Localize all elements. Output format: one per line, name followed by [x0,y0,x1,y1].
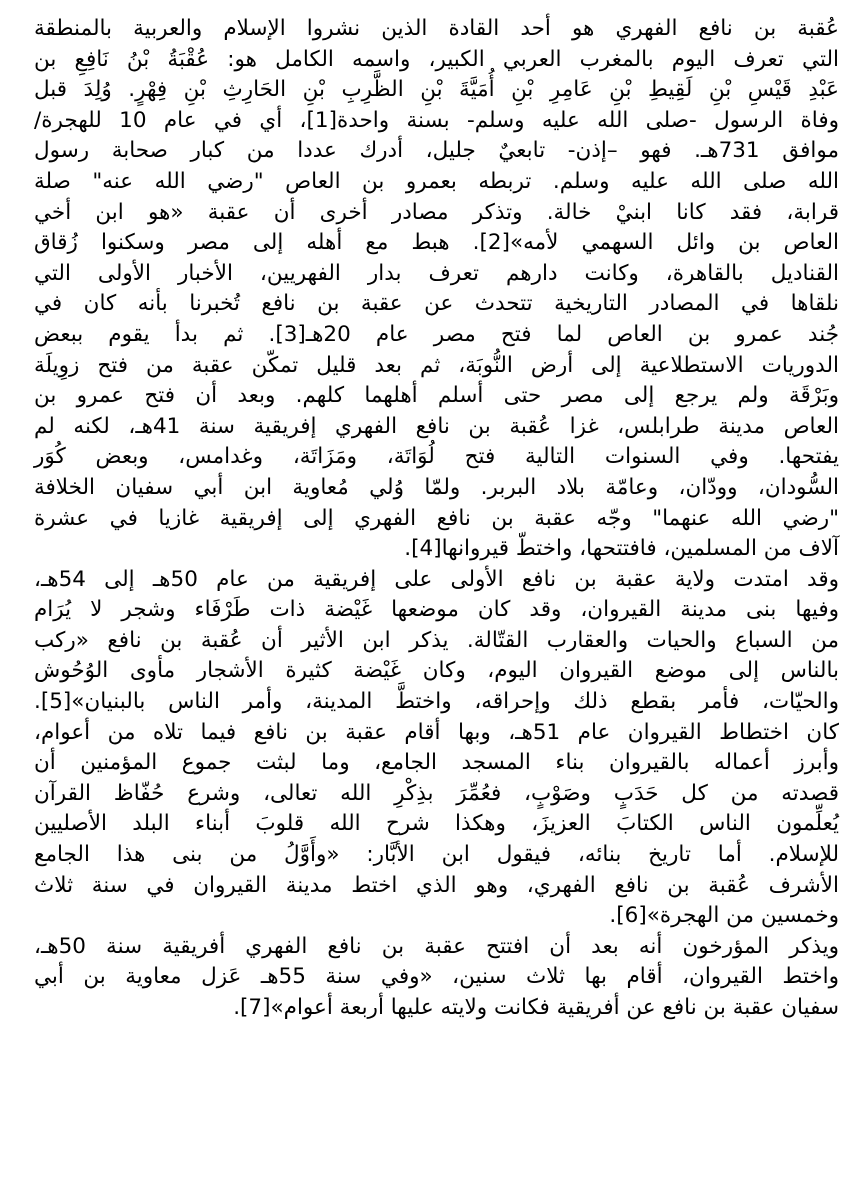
text-line: العاص مدينة طرابلس، غزا عُقبة بن نافع الفهري إفريقية سنة 41هـ، لكنه لم [34,413,840,439]
text-line: التي تعرف اليوم بالمغرب العربي الكبير، واسمه الكامل هو: عُقْبَةُ بْنُ نَافِعِ بن [34,46,839,72]
text-line: عُقبة بن نافع الفهري هو أحد القادة الذين نشروا الإسلام والعربية بالمنطقة [34,16,839,41]
text-line: الله صلى الله عليه وسلم. تربطه بعمرو بن العاص "رضي الله عنه" صلة [34,168,839,194]
paragraph-1 [34,14,839,565]
text-line: موافق 731هـ. فهو –إذن- تابعيٌ جليل، أدرك عددا من كبار صحابة رسول [34,138,839,164]
text-line: واختط القيروان، أقام بها ثلاث سنين، «وفي سنة 55هـ عَزل معاوية بن أبي [34,964,839,990]
text-line: آلاف من المسلمين، فافتتحها، واختطّ قيروانها[4]. [404,536,839,562]
text-line: والحيّات، فأمر بقطع ذلك وإحراقه، واختطَّ المدينة، وأمر الناس بالبنيان»[5]. [34,689,839,715]
text-line: الدوريات الاستطلاعية إلى أرض النُّوبَة، ثم بعد قليل تمكّن عقبة من فتح زوِيلَة [34,352,839,378]
text-line: بالناس إلى موضع القيروان اليوم، وكان غَيْضة كثيرة الأشجار مأوى الوُحُوش [34,658,839,684]
text-line: وخمسين من الهجرة»[6]. [609,903,839,929]
text-line: من السباع والحيات والعقارب القتّالة. يذكر ابن الأثير أن عُقبة بن نافع «ركب [34,627,839,653]
text-line: وفاة الرسول -صلى الله عليه وسلم- بسنة واحدة[1]، أي في عام 10 للهجرة/ [34,107,839,133]
text-line: وفيها بنى مدينة القيروان، وقد كان موضعها غَيْضة ذات طَرْفَاء وشجر لا يُرَام [34,597,839,623]
text-line: عَبْدِ قَيْسِ بْنِ لَقِيطِ بْنِ عَامِرِ بْنِ أُمَيَّةَ بْنِ الظَّرِبِ بْنِ الحَارِثِ بْنِ فِهْرٍ. وُلِدَ قبل [34,77,839,103]
text-line: وقد امتدت ولاية عقبة بن نافع الأولى على إفريقية من عام 50هـ إلى 54هـ، [34,566,840,592]
text-line: العاص بن وائل السهمي لأمه»[2]. هبط مع أهله إلى مصر وسكنوا زُقاق [34,230,840,256]
paragraph-2 [34,565,839,932]
text-line: "رضي الله عنهما" وجّه عقبة بن نافع الفهري إلى إفريقية غازيا في عشرة [34,505,839,531]
text-line: جُند عمرو بن العاص لما فتح مصر عام 20هـ[3]. ثم بدأ يقوم ببعض [34,321,839,347]
text-line: ويذكر المؤرخون أنه بعد أن افتتح عقبة بن نافع الفهري أفريقية سنة 50هـ، [34,933,839,959]
text-line: للإسلام. أما تاريخ بنائه، فيقول ابن الأبَّار: «وأَوَّلُ من بنى هذا الجامع [34,842,839,868]
text-line: كان اختطاط القيروان عام 51هـ، وبها أقام عقبة بن نافع فيما تلاه من أعوام، [34,719,839,745]
paragraph-3 [34,932,839,1024]
text-line: الأشرف عُقبة بن نافع الفهري، وهو الذي اختط مدينة القيروان في سنة ثلاث [34,872,839,898]
text-line: القناديل بالقاهرة، وكانت دارهم تعرف بدار الفهريين، الأخبار الأولى التي [34,260,839,286]
text-line: نلقاها في المصادر التاريخية تتحدث عن عقبة بن نافع تُخبرنا بأنه كان في [34,291,839,317]
text-line: يُعلِّمون الناس الكتابَ العزيزَ، وهكذا شرح الله قلوبَ أبناء البلد الأصليين [34,811,839,837]
text-line: سفيان عقبة بن نافع عن أفريقية فكانت ولايته عليها أربعة أعوام»[7]. [233,995,839,1020]
text-line: قرابة، فقد كانا ابنيْ خالة. وتذكر مصادر أخرى أن عقبة «هو ابن أخي [34,199,839,225]
text-line: السُّودان، وودّان، وعامّة بلاد البربر. ولمّا وُلي مُعاوية ابن أبي سفيان الخلافة [34,474,839,500]
text-line: وبَرْقَة ولم يرجع إلى مصر حتى أسلم أهلهما كلهم. وبعد أن فتح عمرو بن [34,383,839,409]
text-line: وأبرز أعماله بالقيروان بناء المسجد الجامع، وما لبثت جموع المؤمنين أن [34,750,839,776]
text-line: قصدته من كل حَدَبٍ وصَوْبٍ، فعُمِّرَ بذِكْرِ الله تعالى، وشرع حُفّاظ القرآن [34,780,839,806]
text-line: يفتحها. وفي السنوات التالية فتح لُوَاتَة، ومَزَاتَة، وغدامس، وبعض كُوَر [34,444,839,470]
